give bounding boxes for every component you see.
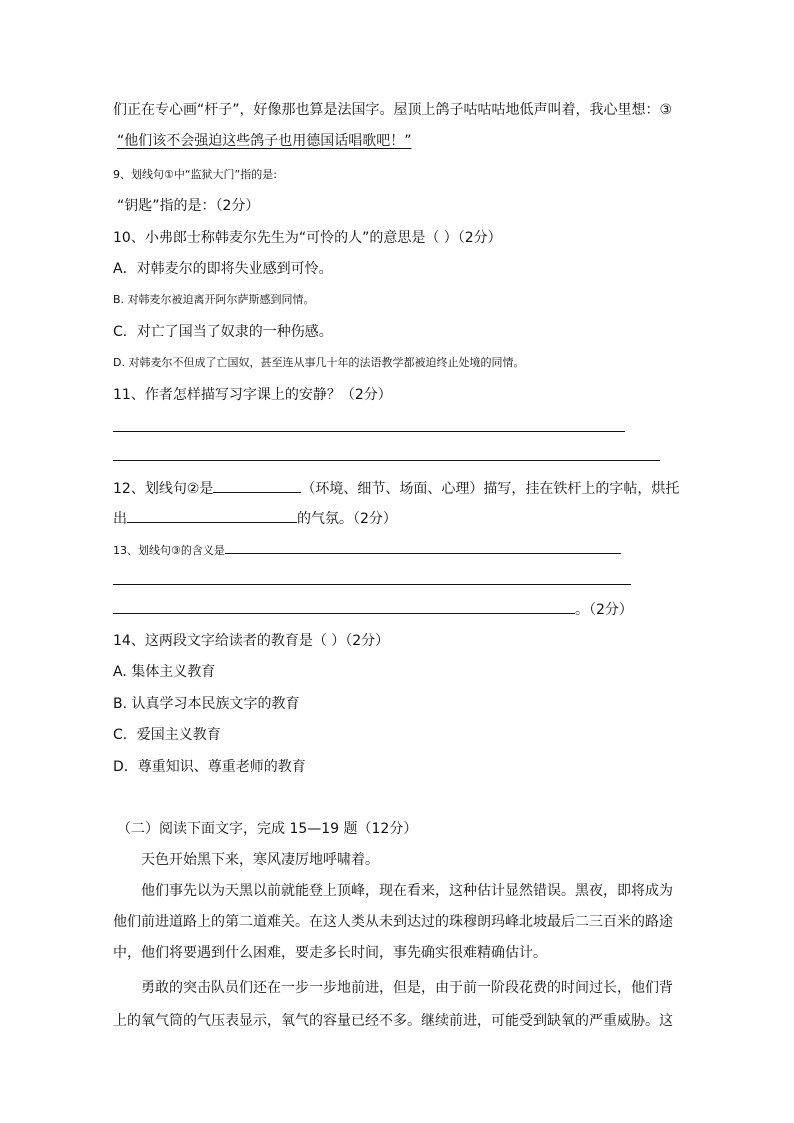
- question-13-line-1: [113, 543, 621, 556]
- question-12-part-3: 出: [113, 511, 127, 527]
- question-14-option-a: A. 集体主义教育: [113, 664, 216, 680]
- section-2-paragraph-1: 天色开始黑下来，寒风凄厉地呼啸着。: [141, 852, 379, 868]
- answer-line: [113, 584, 631, 585]
- section-2-paragraph-2-line-3: 中，他们将要遇到什么困难，要走多长时间，事先确实很难精确估计。: [113, 945, 547, 961]
- question-14-option-d: D．尊重知识、尊重老师的教育: [113, 759, 306, 775]
- question-13-tail: 。（2分）: [575, 602, 633, 618]
- question-12-line-1: [113, 480, 679, 496]
- question-9-stem: 9、划线句①中“监狱大门”指的是:: [113, 168, 277, 181]
- question-13-line-3: [113, 601, 633, 617]
- question-12-part-1: 12、划线句②是: [113, 481, 214, 497]
- question-14-stem: 14、这两段文字给读者的教育是（ ）（2分）: [113, 633, 390, 649]
- question-10-option-c: C．对亡了国当了奴隶的一种伤感。: [113, 324, 333, 340]
- section-2-paragraph-3-line-2: 上的氧气筒的气压表显示，氧气的容量已经不多。继续前进，可能受到缺氧的严重威胁。这: [113, 1013, 673, 1029]
- question-13-stem: 13、划线句③的含义是: [113, 544, 225, 557]
- question-12-part-2: （环境、细节、场面、心理）描写，挂在铁杆上的字帖，烘托: [301, 481, 680, 497]
- question-12-part-4: 的气氛。（2分）: [297, 511, 397, 527]
- answer-line: [113, 431, 625, 432]
- question-14-option-b: B. 认真学习本民族文字的教育: [113, 696, 300, 712]
- question-11-stem: 11、作者怎样描写习字课上的安静？（2分）: [113, 387, 392, 403]
- fill-blank[interactable]: [127, 510, 297, 523]
- question-10-option-a: A．对韩麦尔的即将失业感到可怜。: [113, 261, 333, 277]
- section-2-paragraph-2-line-2: 他们前进道路上的第二道难关。在这人类从未到达过的珠穆朗玛峰北坡最后二三百米的路途: [113, 914, 673, 930]
- section-2-heading: （二）阅读下面文字，完成 15—19 题（12分）: [117, 821, 418, 837]
- question-10-option-d: D. 对韩麦尔不但成了亡国奴，甚至连从事几十年的法语教学都被迫终止处境的同情。: [113, 356, 525, 369]
- question-10-option-b: B. 对韩麦尔被迫离开阿尔萨斯感到同情。: [113, 293, 315, 306]
- question-9-line-2: “钥匙”指的是：（2分）: [117, 198, 260, 214]
- question-14-option-c: C．爱国主义教育: [113, 727, 221, 743]
- fill-blank[interactable]: [225, 543, 621, 554]
- question-10-stem: 10、小弗郎士称韩麦尔先生为“可怜的人”的意思是（ ）（2分）: [113, 230, 502, 246]
- section-2-paragraph-2-line-1: 他们事先以为天黑以前就能登上顶峰，现在看来，这种估计显然错误。黑夜，即将成为: [141, 883, 673, 899]
- passage-line-1: 们正在专心画“杆子”，好像那也算是法国字。屋顶上鸽子咕咕咕地低声叫着，我心里想：③: [113, 102, 673, 118]
- passage-line-2-underlined: “他们该不会强迫这些鸽子也用德国话唱歌吧！”: [117, 133, 412, 149]
- answer-line: [113, 460, 660, 461]
- question-12-line-2: [113, 510, 397, 526]
- fill-blank[interactable]: [113, 601, 575, 614]
- section-2-paragraph-3-line-1: 勇敢的突击队员们还在一步一步地前进，但是，由于前一阶段花费的时间过长，他们背: [141, 980, 673, 996]
- fill-blank[interactable]: [213, 480, 301, 493]
